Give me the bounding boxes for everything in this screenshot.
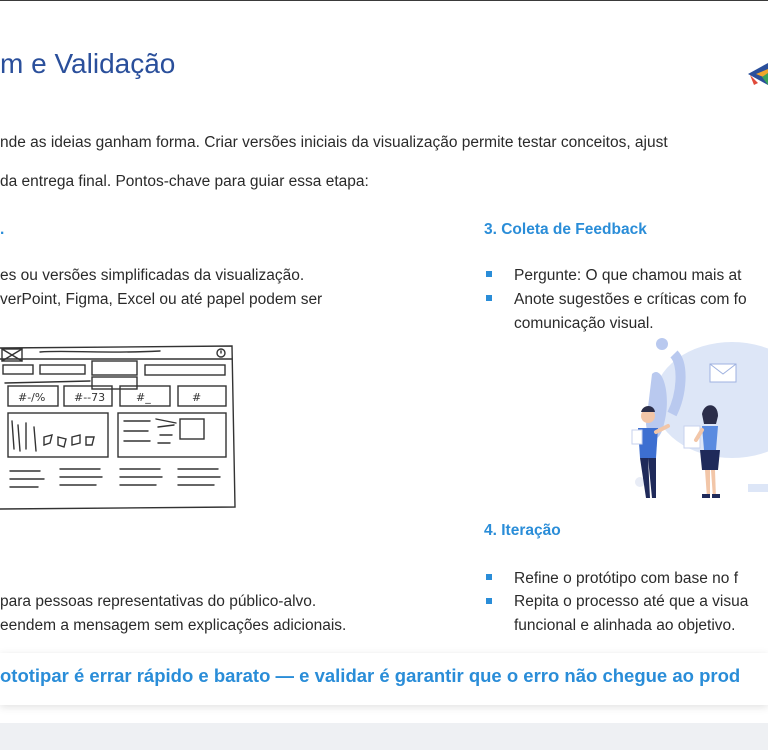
slide-title: m e Validação (0, 48, 176, 79)
logo-icon (744, 59, 768, 89)
wireframe-sketch-illustration (0, 339, 240, 515)
prototype-line-1: es ou versões simplificadas da visualização. (0, 267, 305, 284)
prototype-line-2: verPoint, Figma, Excel ou até papel podem ser (0, 291, 323, 308)
iteration-heading: 4. Iteração (484, 522, 561, 539)
svg-text:#-/%: #-/% (18, 391, 46, 404)
bullet-marker (486, 295, 492, 301)
bullet-marker (486, 271, 492, 277)
svg-text:#_: #_ (136, 391, 151, 404)
iteration-bullet-1: Refine o protótipo com base no f (514, 570, 739, 587)
bullet-marker (486, 574, 492, 580)
intro-line-1: nde as ideias ganham forma. Criar versões iniciais da visualização permite testar conceitos, ajust (0, 134, 668, 151)
feedback-bullet-1: Pergunte: O que chamou mais at (514, 267, 742, 284)
feedback-bullet-2: Anote sugestões e críticas com fo (514, 291, 747, 308)
validation-line-1: para pessoas representativas do público-alvo. (0, 593, 317, 610)
intro-line-2: da entrega final. Pontos-chave para guiar essa etapa: (0, 173, 369, 190)
validation-line-2: eendem a mensagem sem explicações adicionais. (0, 617, 347, 634)
feedback-heading: 3. Coleta de Feedback (484, 221, 647, 238)
iteration-continuation: funcional e alinhada ao objetivo. (514, 617, 736, 634)
bullet-marker (486, 598, 492, 604)
people-feedback-illustration (612, 334, 768, 512)
iteration-bullet-2: Repita o processo até que a visua (514, 593, 749, 610)
prototype-heading-fragment: . (0, 221, 5, 238)
takeaway-text: ototipar é errar rápido e barato — e validar é garantir que o erro não chegue ao prod (0, 665, 741, 686)
feedback-continuation: comunicação visual. (514, 315, 654, 332)
svg-text:#: # (192, 391, 202, 404)
svg-text:#--73: #--73 (74, 391, 106, 404)
